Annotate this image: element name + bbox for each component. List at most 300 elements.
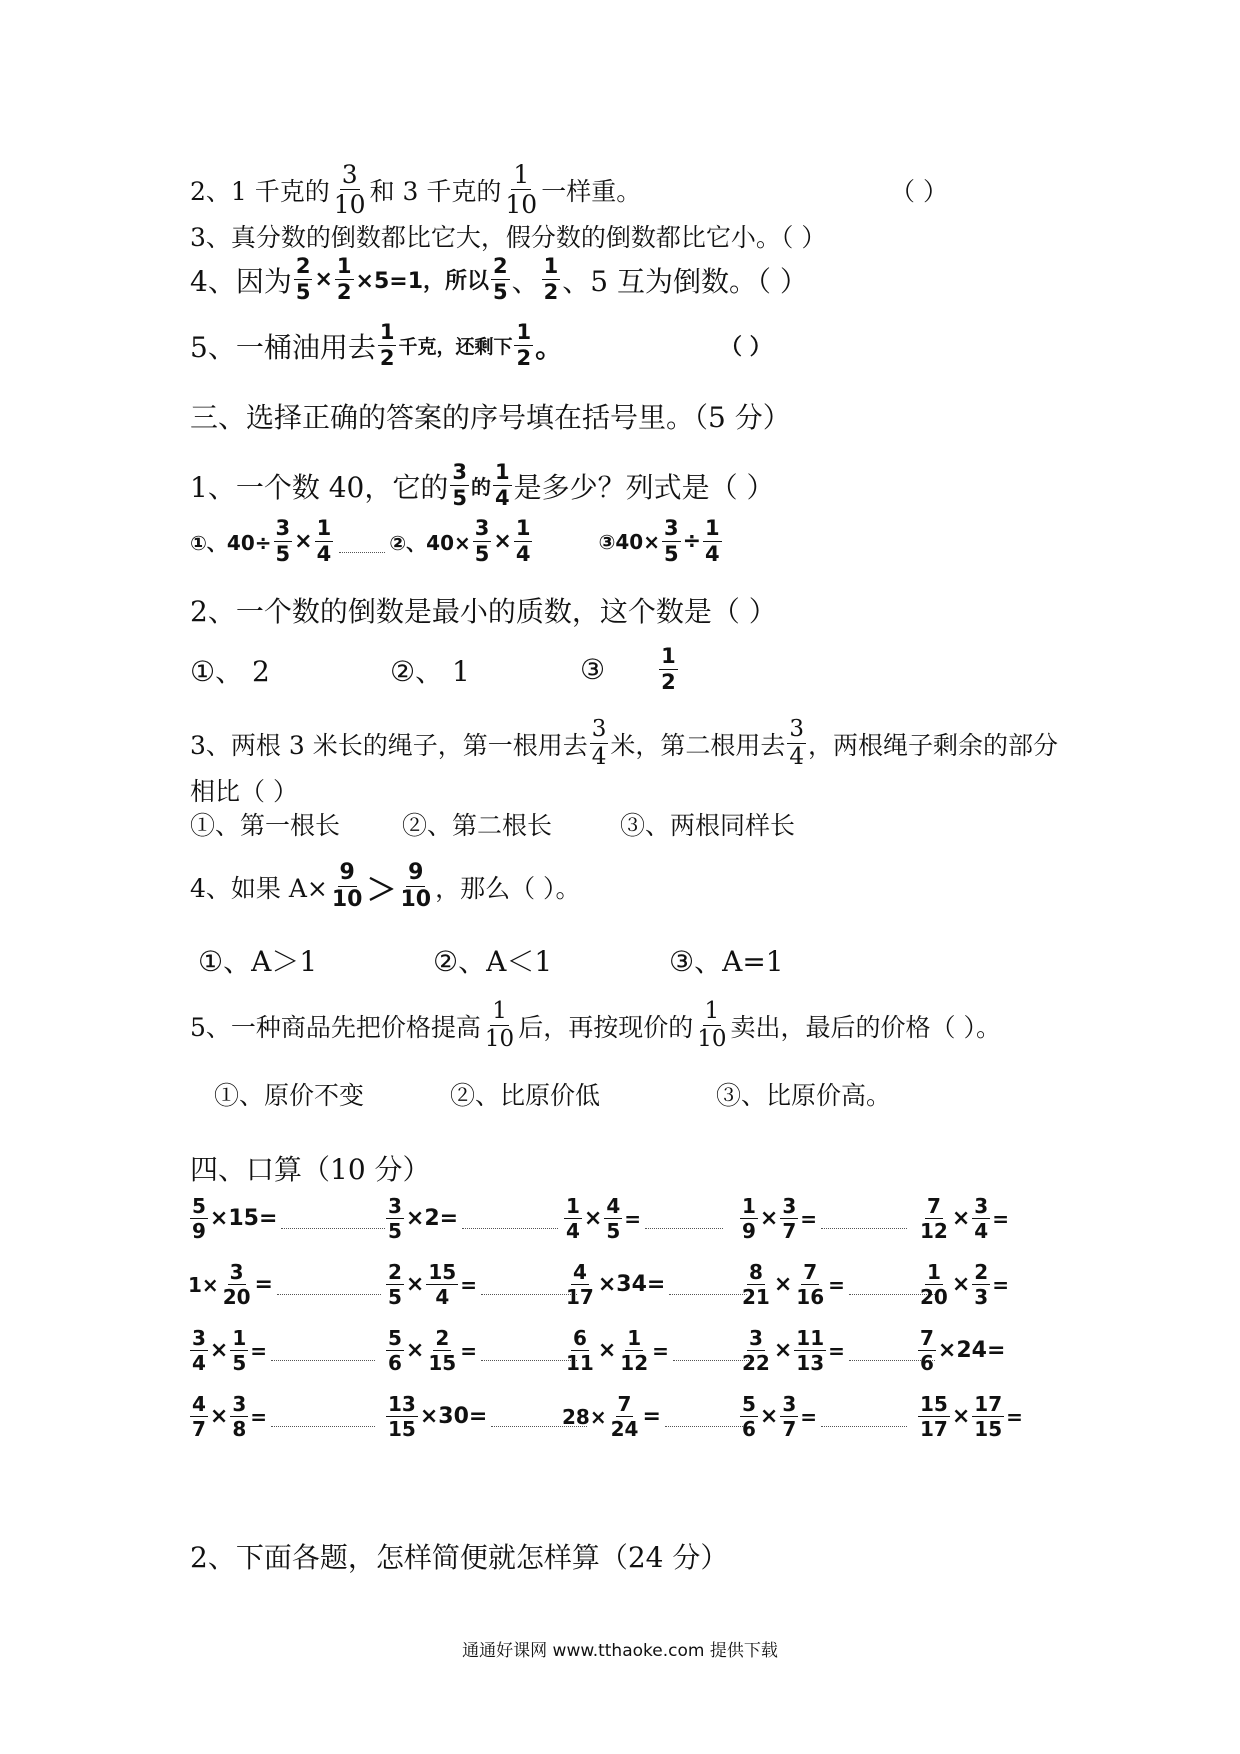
equals-sign: = xyxy=(460,1338,477,1363)
answer-blank[interactable] xyxy=(271,1359,375,1361)
denominator: 24 xyxy=(610,1417,639,1441)
equals-sign: = xyxy=(992,1272,1009,1297)
denominator: 10 xyxy=(505,190,538,219)
numerator: 1 xyxy=(492,998,507,1024)
numerator: 13 xyxy=(388,1392,416,1416)
q3-text-cont: 相比（ ） xyxy=(190,777,298,806)
fraction xyxy=(294,256,313,303)
operator: ×24= xyxy=(937,1338,1006,1363)
denominator: 5 xyxy=(388,1285,402,1309)
judge-q3 xyxy=(190,218,826,254)
q5-text-a: 5、一种商品先把价格提高 xyxy=(190,1012,481,1042)
option-2[interactable] xyxy=(389,518,534,565)
numerator: 3 xyxy=(474,516,490,540)
operator: × xyxy=(209,1404,229,1429)
equals-sign: = xyxy=(250,1338,268,1363)
denominator: 7 xyxy=(782,1219,797,1243)
calc-problem[interactable] xyxy=(562,1196,727,1241)
option-3[interactable] xyxy=(580,646,680,693)
times-sign: × xyxy=(493,529,512,554)
denominator: 4 xyxy=(974,1219,989,1243)
numerator: 1 xyxy=(316,516,332,540)
operator: ×15= xyxy=(209,1206,278,1231)
q5-text-c: 卖出，最后的价格（ ）。 xyxy=(730,1012,1001,1042)
numerator: 15 xyxy=(920,1392,948,1416)
calc-problem[interactable] xyxy=(188,1262,385,1307)
numerator: 3 xyxy=(663,516,679,540)
numerator: 2 xyxy=(295,254,311,278)
fraction xyxy=(972,1262,990,1307)
numerator: 4 xyxy=(572,1260,587,1284)
q3-text-b: 米，第二根用去 xyxy=(610,730,786,760)
denominator: 22 xyxy=(742,1351,770,1375)
q3-text-c: ，两根绳子剩余的部分 xyxy=(808,730,1059,760)
fraction xyxy=(190,1196,208,1241)
s3-q2 xyxy=(190,590,777,630)
fraction xyxy=(332,162,368,217)
numerator: 6 xyxy=(572,1326,587,1350)
q1-text-a: 1、一个数 40，它的 xyxy=(190,470,449,504)
numerator: 1 xyxy=(704,998,720,1024)
denominator: 10 xyxy=(484,1026,515,1052)
fraction xyxy=(386,1394,418,1439)
q4-text-a: 4、因为 xyxy=(190,264,292,298)
denominator: 13 xyxy=(796,1351,825,1375)
option-text: ③ xyxy=(580,653,606,686)
numerator: 7 xyxy=(617,1392,632,1416)
fraction xyxy=(604,1196,622,1241)
numerator: 3 xyxy=(789,716,805,742)
calc-problem[interactable] xyxy=(738,1262,939,1307)
operator: × xyxy=(209,1338,229,1363)
fraction xyxy=(426,1328,458,1373)
equals-sign: = xyxy=(828,1338,845,1363)
numerator: 5 xyxy=(742,1392,756,1416)
denominator: 5 xyxy=(295,280,311,304)
fraction xyxy=(918,1196,950,1241)
denominator: 5 xyxy=(493,280,508,304)
denominator: 9 xyxy=(192,1219,206,1243)
fraction xyxy=(190,1328,208,1373)
operator: × xyxy=(583,1206,603,1231)
equals-sign: = xyxy=(624,1206,642,1231)
denominator: 5 xyxy=(388,1219,402,1243)
numerator: 3 xyxy=(748,1326,763,1350)
fraction xyxy=(491,256,510,303)
q1-text-c: 是多少？列式是（ ） xyxy=(513,470,775,504)
equals-sign: = xyxy=(992,1206,1009,1231)
numerator: 3 xyxy=(591,716,607,742)
fraction xyxy=(483,1000,516,1051)
numerator: 1 xyxy=(516,320,532,344)
fraction xyxy=(564,1196,582,1241)
fraction xyxy=(386,1328,404,1373)
fraction xyxy=(426,1262,458,1307)
q3-text: 3、真分数的倒数都比它大，假分数的倒数都比它小。（ ） xyxy=(190,223,827,252)
section3-title xyxy=(190,396,791,436)
q4-text-d: 、 xyxy=(511,264,540,298)
denominator: 20 xyxy=(222,1285,251,1309)
s3-q5-options xyxy=(214,1076,891,1112)
operator: ×30= xyxy=(419,1404,488,1429)
q5-text-b: 后，再按现价的 xyxy=(518,1012,694,1042)
calc-problem[interactable] xyxy=(562,1262,751,1307)
numerator: 1 xyxy=(627,1326,642,1350)
numerator: 1 xyxy=(494,460,510,484)
calc-problem[interactable] xyxy=(738,1196,911,1241)
operator: × xyxy=(759,1404,779,1429)
denominator: 5 xyxy=(474,542,490,566)
option-1[interactable]: ①、原价不变 xyxy=(214,1081,365,1110)
numerator: 11 xyxy=(796,1326,825,1350)
denominator: 10 xyxy=(333,190,366,219)
s3-q3-options xyxy=(190,806,795,842)
numerator: 4 xyxy=(606,1194,621,1218)
fraction xyxy=(330,862,365,911)
fraction xyxy=(230,1328,248,1373)
denominator: 5 xyxy=(275,542,291,566)
operator: × xyxy=(405,1272,425,1297)
operator: = xyxy=(642,1404,661,1429)
fraction xyxy=(972,1394,1004,1439)
q4-text-c: ×5=1，所以 xyxy=(355,269,489,294)
numerator: 1 xyxy=(705,516,720,540)
numerator: 3 xyxy=(192,1326,206,1350)
denominator: 5 xyxy=(452,486,467,510)
fraction xyxy=(493,462,512,509)
numerator: 1 xyxy=(515,516,531,540)
numerator: 3 xyxy=(275,516,291,540)
denominator: 10 xyxy=(697,1026,727,1052)
fraction xyxy=(590,718,609,769)
fraction xyxy=(450,462,469,509)
fraction xyxy=(398,862,433,911)
answer-paren[interactable]: （ ） xyxy=(890,176,948,206)
numerator: 3 xyxy=(974,1194,989,1218)
numerator: 3 xyxy=(232,1392,247,1416)
numerator: 3 xyxy=(782,1392,797,1416)
answer-blank[interactable] xyxy=(462,1227,558,1229)
section4-sub2 xyxy=(190,1536,728,1576)
fraction xyxy=(221,1262,253,1307)
operator: × xyxy=(405,1338,425,1363)
denominator: 4 xyxy=(789,744,805,770)
option-1[interactable]: ①、A＞1 xyxy=(198,945,318,978)
numerator: 17 xyxy=(974,1392,1003,1416)
calc-problem[interactable] xyxy=(916,1394,1023,1439)
numerator: 3 xyxy=(388,1194,402,1218)
denominator: 10 xyxy=(400,887,432,912)
denominator: 3 xyxy=(974,1285,989,1309)
s3-q4 xyxy=(190,862,581,911)
footer: 通通好课网 www.tthaoke.com 提供下载 xyxy=(462,1641,778,1661)
s3-q2-options xyxy=(190,646,680,693)
denominator: 4 xyxy=(316,542,332,566)
fraction xyxy=(918,1394,950,1439)
fraction xyxy=(740,1394,758,1439)
answer-blank[interactable] xyxy=(665,1425,743,1427)
fraction xyxy=(335,256,354,303)
fraction xyxy=(918,1328,936,1373)
answer-paren[interactable]: （ ） xyxy=(720,335,772,360)
calc-problem[interactable] xyxy=(188,1328,379,1373)
divide-sign: ÷ xyxy=(682,529,702,554)
fraction xyxy=(315,518,334,565)
equals-sign: = xyxy=(250,1404,268,1429)
equals-sign: = xyxy=(800,1404,818,1429)
option-2[interactable]: ②、第二根长 xyxy=(402,811,553,840)
option-text: ③40× xyxy=(598,529,660,554)
s3-q1 xyxy=(190,462,775,509)
denominator: 4 xyxy=(435,1285,450,1309)
operator: = xyxy=(254,1272,273,1297)
prefix: 1× xyxy=(188,1272,219,1297)
numerator: 2 xyxy=(974,1260,989,1284)
denominator: 9 xyxy=(742,1219,756,1243)
numerator: 7 xyxy=(926,1194,941,1218)
denominator: 17 xyxy=(920,1417,948,1441)
numerator: 1 xyxy=(379,320,395,344)
calc-problem[interactable] xyxy=(384,1196,562,1241)
fraction xyxy=(190,1394,208,1439)
answer-blank[interactable] xyxy=(821,1227,907,1229)
numerator: 3 xyxy=(782,1194,797,1218)
calc-problem[interactable] xyxy=(562,1328,755,1373)
answer-blank[interactable] xyxy=(281,1227,385,1229)
denominator: 6 xyxy=(388,1351,402,1375)
denominator: 10 xyxy=(331,887,363,912)
fraction xyxy=(564,1328,596,1373)
s3-q5 xyxy=(190,1000,1001,1051)
numerator: 2 xyxy=(435,1326,450,1350)
option-1[interactable] xyxy=(190,518,335,565)
equals-sign: = xyxy=(652,1338,669,1363)
denominator: 15 xyxy=(388,1417,416,1441)
fraction xyxy=(618,1328,650,1373)
denominator: 4 xyxy=(494,486,510,510)
option-2[interactable]: ②、A＜1 xyxy=(433,945,553,978)
denominator: 5 xyxy=(606,1219,621,1243)
numerator: 1 xyxy=(232,1326,247,1350)
q4-text-c: ，那么（ ）。 xyxy=(435,873,581,903)
operator: × xyxy=(597,1338,617,1363)
numerator: 7 xyxy=(920,1326,934,1350)
operator: ×2= xyxy=(405,1206,459,1231)
option-3[interactable] xyxy=(598,518,723,565)
prefix: 28× xyxy=(562,1404,607,1429)
calc-problem[interactable] xyxy=(562,1394,747,1439)
s3-q4-options xyxy=(198,940,784,980)
fraction xyxy=(918,1262,950,1307)
fraction xyxy=(514,518,533,565)
s3-q1-options xyxy=(190,518,724,565)
fraction xyxy=(794,1262,826,1307)
section-title: 三、选择正确的答案的序号填在括号里。（5 分） xyxy=(190,401,791,434)
numerator: 3 xyxy=(229,1260,244,1284)
numerator: 1 xyxy=(661,644,676,668)
fraction xyxy=(659,646,678,693)
option-3[interactable]: ③、A=1 xyxy=(669,945,784,978)
calc-problem[interactable] xyxy=(384,1394,591,1439)
denominator: 5 xyxy=(663,542,679,566)
denominator: 20 xyxy=(920,1285,948,1309)
option-1[interactable]: ①、 2 xyxy=(190,654,270,688)
fraction xyxy=(780,1196,798,1241)
option-3[interactable]: ③、比原价高。 xyxy=(716,1081,892,1110)
q2-text: 2、一个数的倒数是最小的质数，这个数是（ ） xyxy=(190,595,777,628)
judge-q2 xyxy=(190,160,948,219)
section4-title xyxy=(190,1148,431,1188)
operator: × xyxy=(951,1272,971,1297)
section-title: 四、口算（10 分） xyxy=(190,1153,431,1186)
equals-sign: = xyxy=(828,1272,845,1297)
fraction xyxy=(503,162,539,217)
answer-blank[interactable] xyxy=(669,1293,747,1295)
operator: × xyxy=(773,1338,793,1363)
numerator: 3 xyxy=(452,460,467,484)
denominator: 2 xyxy=(516,346,532,370)
fraction xyxy=(662,518,681,565)
option-2[interactable]: ②、 1 xyxy=(390,654,470,688)
fraction xyxy=(473,518,492,565)
judge-q5 xyxy=(190,320,772,370)
numerator: 5 xyxy=(192,1194,206,1218)
numerator: 15 xyxy=(428,1260,457,1284)
operator: × xyxy=(951,1404,971,1429)
fraction xyxy=(386,1196,404,1241)
numerator: 3 xyxy=(341,160,358,189)
denominator: 4 xyxy=(566,1219,580,1243)
s3-q3 xyxy=(190,718,1058,769)
calc-problem[interactable] xyxy=(916,1328,1005,1373)
q5-text-a: 5、一桶油用去 xyxy=(190,330,376,364)
denominator: 8 xyxy=(232,1417,247,1441)
numerator: 2 xyxy=(493,254,508,278)
denominator: 2 xyxy=(543,280,559,304)
numerator: 1 xyxy=(336,254,352,278)
numerator: 5 xyxy=(388,1326,402,1350)
denominator: 4 xyxy=(515,542,531,566)
fraction xyxy=(972,1196,990,1241)
denominator: 11 xyxy=(566,1351,594,1375)
fraction xyxy=(230,1394,248,1439)
numerator: 9 xyxy=(339,860,355,885)
calc-problem[interactable] xyxy=(738,1328,939,1373)
denominator: 7 xyxy=(192,1417,206,1441)
denominator: 4 xyxy=(591,744,607,770)
calc-problem[interactable] xyxy=(188,1196,389,1241)
fraction xyxy=(564,1262,596,1307)
operator: × xyxy=(759,1206,779,1231)
numerator: 8 xyxy=(748,1260,763,1284)
option-1[interactable]: ①、第一根长 xyxy=(190,811,341,840)
s3-q3-cont xyxy=(190,772,298,808)
option-text: ①、40÷ xyxy=(190,531,272,555)
calc-problem[interactable] xyxy=(384,1328,581,1373)
operator: × xyxy=(773,1272,793,1297)
times-sign: × xyxy=(314,267,333,292)
numerator: 7 xyxy=(803,1260,818,1284)
answer-blank[interactable] xyxy=(277,1293,381,1295)
q2-text-b: 和 3 千克的 xyxy=(369,176,502,206)
q2-text-c: 一样重。 xyxy=(541,176,642,206)
denominator: 16 xyxy=(796,1285,825,1309)
q4-text-e: 、5 互为倒数。（ ） xyxy=(562,264,808,298)
fraction xyxy=(780,1394,798,1439)
fraction xyxy=(703,518,722,565)
dotted-leader xyxy=(339,551,385,553)
equals-sign: = xyxy=(460,1272,477,1297)
calc-problem[interactable] xyxy=(738,1394,911,1439)
denominator: 12 xyxy=(620,1351,649,1375)
fraction xyxy=(386,1262,404,1307)
answer-blank[interactable] xyxy=(821,1425,907,1427)
numerator: 1 xyxy=(742,1194,756,1218)
numerator: 1 xyxy=(543,254,559,278)
q1-text-b: 的 xyxy=(470,475,491,499)
q5-text-b: 千克，还剩下 xyxy=(398,336,513,358)
fraction xyxy=(274,518,293,565)
greater-than-sign: ＞ xyxy=(366,872,397,908)
q3-text-a: 3、两根 3 米长的绳子，第一根用去 xyxy=(190,730,588,760)
fraction xyxy=(794,1328,826,1373)
fraction xyxy=(514,322,533,369)
fraction xyxy=(787,718,806,769)
fraction xyxy=(740,1262,772,1307)
denominator: 2 xyxy=(661,670,676,694)
q2-text-a: 2、1 千克的 xyxy=(190,176,330,206)
calc-problem[interactable] xyxy=(188,1394,379,1439)
denominator: 6 xyxy=(742,1417,756,1441)
denominator: 7 xyxy=(782,1417,797,1441)
denominator: 17 xyxy=(566,1285,594,1309)
answer-blank[interactable] xyxy=(271,1425,375,1427)
numerator: 1 xyxy=(566,1194,580,1218)
fraction xyxy=(740,1196,758,1241)
denominator: 6 xyxy=(920,1351,934,1375)
denominator: 2 xyxy=(336,280,352,304)
denominator: 15 xyxy=(428,1351,457,1375)
denominator: 5 xyxy=(232,1351,247,1375)
fraction xyxy=(378,322,397,369)
denominator: 12 xyxy=(920,1219,948,1243)
fraction xyxy=(695,1000,728,1051)
numerator: 9 xyxy=(408,860,424,885)
calc-problem[interactable] xyxy=(384,1262,581,1307)
numerator: 4 xyxy=(192,1392,206,1416)
answer-blank[interactable] xyxy=(645,1227,723,1229)
denominator: 4 xyxy=(192,1351,206,1375)
equals-sign: = xyxy=(800,1206,818,1231)
denominator: 21 xyxy=(742,1285,770,1309)
denominator: 15 xyxy=(974,1417,1003,1441)
fraction xyxy=(542,256,561,303)
option-text: ②、40× xyxy=(389,531,471,555)
fraction xyxy=(740,1328,772,1373)
fraction xyxy=(609,1394,641,1439)
calc-problem[interactable] xyxy=(916,1262,1009,1307)
calc-problem[interactable] xyxy=(916,1196,1009,1241)
option-2[interactable]: ②、比原价低 xyxy=(450,1081,601,1110)
q4-text-a: 4、如果 A× xyxy=(190,873,328,903)
judge-q4 xyxy=(190,256,808,303)
numerator: 2 xyxy=(388,1260,402,1284)
numerator: 1 xyxy=(513,160,530,189)
operator: ×34= xyxy=(597,1272,666,1297)
denominator: 4 xyxy=(705,542,720,566)
option-3[interactable]: ③、两根同样长 xyxy=(620,811,796,840)
denominator: 2 xyxy=(379,346,395,370)
